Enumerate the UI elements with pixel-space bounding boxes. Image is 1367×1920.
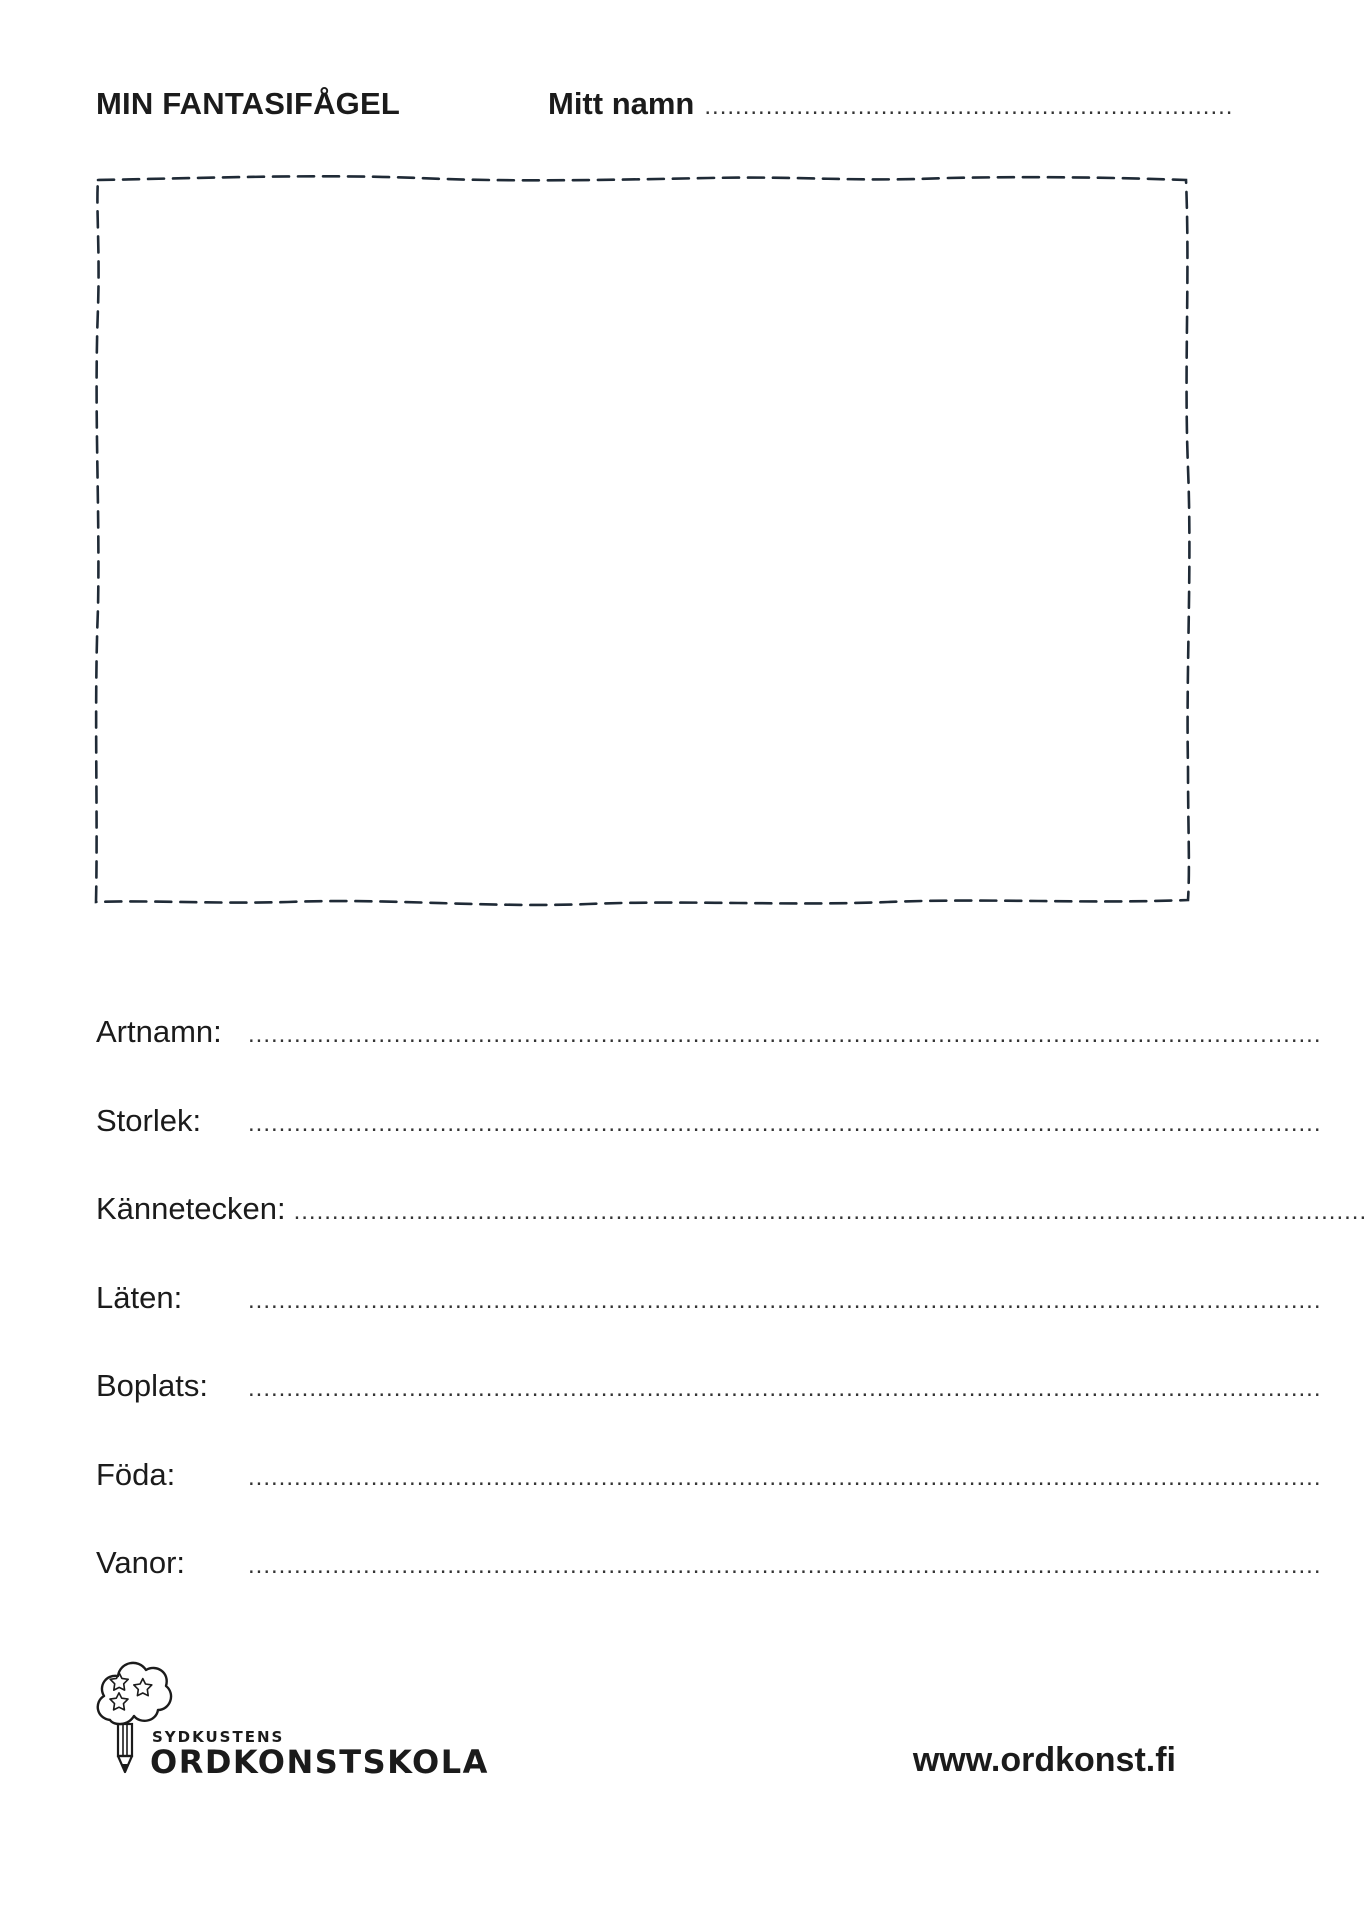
drawing-area-frame[interactable]: [88, 168, 1198, 912]
website-url[interactable]: www.ordkonst.fi: [912, 1741, 1176, 1779]
field-dotted-line[interactable]: ............................................................................................................................................: [248, 1463, 1322, 1491]
worksheet-title: MIN FANTASIFÅGEL: [96, 86, 400, 121]
field-label: Läten:: [96, 1279, 183, 1315]
field-dotted-line[interactable]: ............................................................................................................................................: [248, 1552, 1322, 1579]
name-label: Mitt namn: [548, 86, 695, 121]
field-storlek[interactable]: [96, 1101, 1322, 1190]
field-dotted-line[interactable]: ............................................................................................................................................: [248, 1109, 1322, 1137]
field-foda[interactable]: [96, 1455, 1322, 1544]
field-dotted-line[interactable]: ............................................................................................................................................: [248, 1021, 1322, 1048]
field-vanor[interactable]: [96, 1543, 1322, 1632]
ordkonstskola-logo: [92, 1650, 492, 1780]
field-label: Kännetecken:: [96, 1191, 286, 1226]
field-boplats[interactable]: [96, 1366, 1322, 1455]
field-dotted-line[interactable]: ............................................................................................................................................: [248, 1375, 1322, 1402]
field-label: Vanor:: [96, 1545, 186, 1580]
field-label: Boplats:: [96, 1368, 209, 1403]
logo-text-small: SYDKUSTENS: [152, 1728, 285, 1746]
name-dotted-line[interactable]: .....................................................................: [704, 93, 1234, 120]
logo-text-big: ORDKONSTSKOLA: [150, 1743, 489, 1781]
field-dotted-line[interactable]: ............................................................................................................................................: [293, 1198, 1367, 1225]
field-kannetecken[interactable]: [96, 1189, 1367, 1278]
bird-info-form: [96, 1012, 1367, 1632]
field-laten[interactable]: [96, 1278, 1322, 1367]
field-artnamn[interactable]: [96, 1012, 1322, 1101]
field-dotted-line[interactable]: ............................................................................................................................................: [248, 1286, 1322, 1314]
name-field[interactable]: [548, 84, 1234, 124]
field-label: Storlek:: [96, 1102, 202, 1138]
field-label: Artnamn:: [96, 1014, 222, 1049]
drawing-area-border: [96, 176, 1189, 905]
field-label: Föda:: [96, 1456, 176, 1492]
